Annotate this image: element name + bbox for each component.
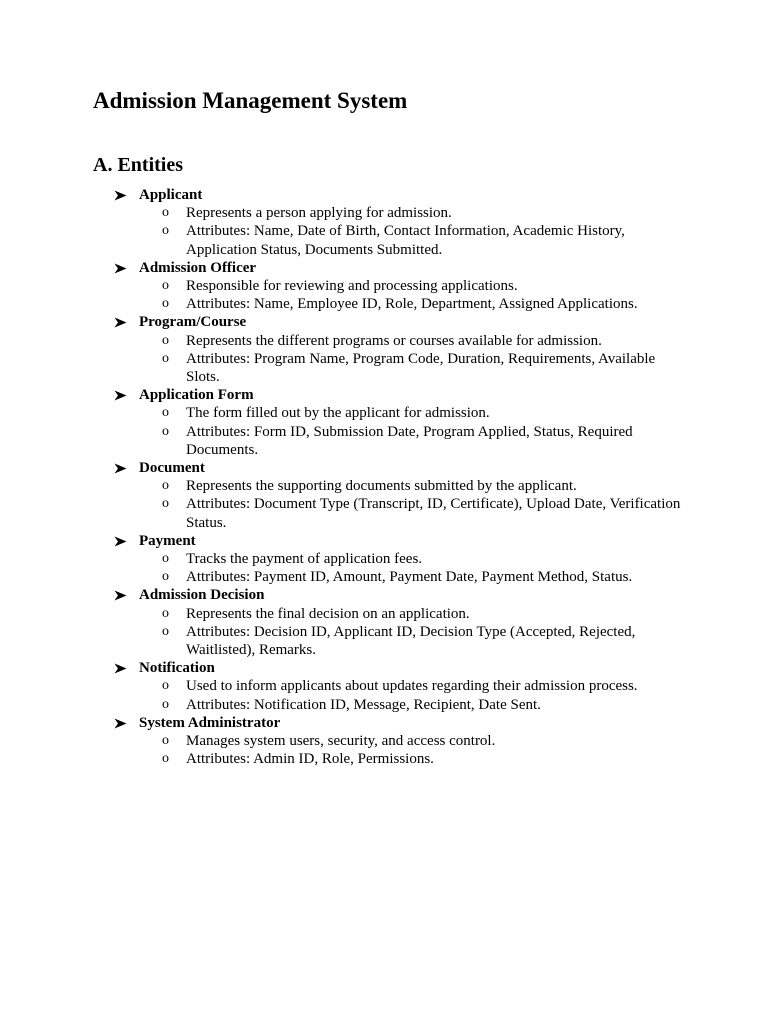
arrowhead-bullet-icon bbox=[114, 663, 127, 674]
list-item bbox=[0, 605, 768, 623]
entity-item bbox=[0, 186, 768, 259]
attribute-list bbox=[0, 477, 768, 532]
arrowhead-bullet-icon bbox=[114, 463, 127, 474]
entity-name: Application Form bbox=[139, 387, 254, 404]
list-item-text: Attributes: Payment ID, Amount, Payment Date, Payment Method, Status. bbox=[186, 569, 633, 586]
circle-bullet-icon: o bbox=[162, 732, 169, 748]
arrowhead-bullet-icon bbox=[114, 590, 127, 601]
entity-name: Document bbox=[139, 459, 205, 476]
list-item bbox=[0, 568, 768, 586]
list-item-text: Attributes: Admin ID, Role, Permissions. bbox=[186, 751, 434, 768]
list-item-text: The form filled out by the applicant for admission. bbox=[186, 405, 490, 422]
entity-item bbox=[0, 459, 768, 532]
list-item-text: Attributes: Document Type (Transcript, ID, Certificate), Upload Date, Verification Status. bbox=[186, 496, 681, 531]
arrowhead-bullet-icon bbox=[114, 263, 127, 274]
entity-item bbox=[0, 259, 768, 314]
circle-bullet-icon: o bbox=[162, 569, 169, 585]
entity-heading bbox=[0, 259, 768, 277]
list-item-text: Responsible for reviewing and processing applications. bbox=[186, 277, 518, 294]
arrowhead-bullet-icon bbox=[114, 718, 127, 729]
entity-name: Admission Decision bbox=[139, 587, 265, 604]
entity-heading bbox=[0, 586, 768, 604]
circle-bullet-icon: o bbox=[162, 496, 169, 512]
list-item bbox=[0, 623, 768, 659]
list-item bbox=[0, 495, 768, 531]
entity-item bbox=[0, 532, 768, 587]
arrowhead-bullet-icon bbox=[114, 317, 127, 328]
list-item bbox=[0, 477, 768, 495]
circle-bullet-icon: o bbox=[162, 350, 169, 366]
attribute-list bbox=[0, 550, 768, 586]
list-item-text: Attributes: Name, Date of Birth, Contact Information, Academic History, Application Status, Documents Submitted. bbox=[186, 223, 625, 258]
circle-bullet-icon: o bbox=[162, 550, 169, 566]
circle-bullet-icon: o bbox=[162, 296, 169, 312]
entity-name: System Administrator bbox=[139, 714, 281, 731]
entity-heading bbox=[0, 386, 768, 404]
circle-bullet-icon: o bbox=[162, 205, 169, 221]
entity-item bbox=[0, 659, 768, 714]
entity-heading bbox=[0, 659, 768, 677]
entity-heading bbox=[0, 532, 768, 550]
list-item bbox=[0, 550, 768, 568]
circle-bullet-icon: o bbox=[162, 605, 169, 621]
list-item bbox=[0, 222, 768, 258]
list-item bbox=[0, 277, 768, 295]
list-item-text: Tracks the payment of application fees. bbox=[186, 550, 423, 567]
circle-bullet-icon: o bbox=[162, 277, 169, 293]
attribute-list bbox=[0, 677, 768, 713]
circle-bullet-icon: o bbox=[162, 623, 169, 639]
circle-bullet-icon: o bbox=[162, 678, 169, 694]
entity-heading bbox=[0, 714, 768, 732]
entity-item bbox=[0, 386, 768, 459]
list-item-text: Manages system users, security, and access control. bbox=[186, 732, 496, 749]
list-item-text: Represents the final decision on an application. bbox=[186, 605, 470, 622]
list-item-text: Represents the different programs or courses available for admission. bbox=[186, 332, 602, 349]
list-item bbox=[0, 404, 768, 422]
list-item bbox=[0, 332, 768, 350]
list-item bbox=[0, 696, 768, 714]
list-item bbox=[0, 350, 768, 386]
arrowhead-bullet-icon bbox=[114, 536, 127, 547]
circle-bullet-icon: o bbox=[162, 223, 169, 239]
list-item-text: Attributes: Form ID, Submission Date, Program Applied, Status, Required Documents. bbox=[186, 423, 633, 458]
circle-bullet-icon: o bbox=[162, 332, 169, 348]
attribute-list bbox=[0, 404, 768, 459]
circle-bullet-icon: o bbox=[162, 696, 169, 712]
list-item bbox=[0, 204, 768, 222]
list-item-text: Used to inform applicants about updates regarding their admission process. bbox=[186, 678, 638, 695]
attribute-list bbox=[0, 732, 768, 768]
entity-name: Program/Course bbox=[139, 314, 247, 331]
entity-heading bbox=[0, 459, 768, 477]
document-title: Admission Management System bbox=[93, 88, 408, 113]
circle-bullet-icon: o bbox=[162, 478, 169, 494]
entity-list bbox=[0, 186, 768, 768]
entity-heading bbox=[0, 186, 768, 204]
arrowhead-bullet-icon bbox=[114, 190, 127, 201]
entity-name: Notification bbox=[139, 660, 215, 677]
entity-item bbox=[0, 714, 768, 769]
circle-bullet-icon: o bbox=[162, 405, 169, 421]
attribute-list bbox=[0, 332, 768, 387]
entity-item bbox=[0, 313, 768, 386]
entity-name: Payment bbox=[139, 532, 196, 549]
attribute-list bbox=[0, 204, 768, 259]
circle-bullet-icon: o bbox=[162, 751, 169, 767]
list-item bbox=[0, 732, 768, 750]
list-item-text: Attributes: Decision ID, Applicant ID, Decision Type (Accepted, Rejected, Waitlisted), Remarks. bbox=[186, 623, 636, 658]
arrowhead-bullet-icon bbox=[114, 390, 127, 401]
list-item-text: Attributes: Name, Employee ID, Role, Department, Assigned Applications. bbox=[186, 296, 638, 313]
attribute-list bbox=[0, 605, 768, 660]
entity-heading bbox=[0, 313, 768, 331]
entity-item bbox=[0, 586, 768, 659]
list-item-text: Attributes: Notification ID, Message, Recipient, Date Sent. bbox=[186, 696, 541, 713]
circle-bullet-icon: o bbox=[162, 423, 169, 439]
list-item-text: Represents the supporting documents submitted by the applicant. bbox=[186, 478, 577, 495]
entity-name: Admission Officer bbox=[139, 259, 257, 276]
section-heading: A. Entities bbox=[93, 154, 183, 176]
list-item bbox=[0, 677, 768, 695]
list-item-text: Represents a person applying for admission. bbox=[186, 205, 452, 222]
entity-name: Applicant bbox=[139, 187, 203, 203]
attribute-list bbox=[0, 277, 768, 313]
list-item bbox=[0, 423, 768, 459]
list-item bbox=[0, 295, 768, 313]
list-item-text: Attributes: Program Name, Program Code, Duration, Requirements, Available Slots. bbox=[186, 350, 656, 385]
list-item bbox=[0, 750, 768, 768]
